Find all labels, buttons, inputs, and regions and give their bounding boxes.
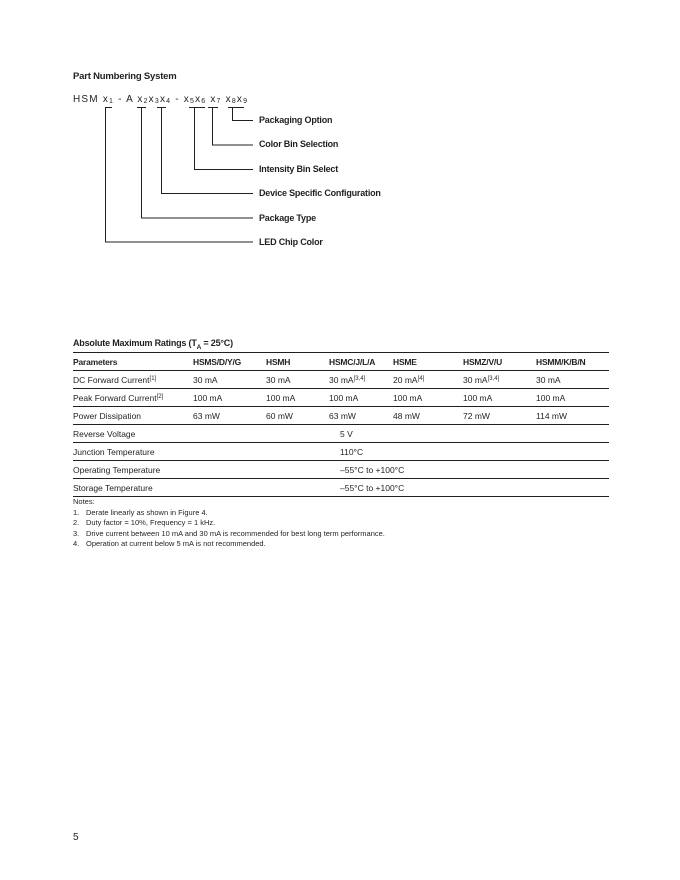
- empty-cell: [193, 425, 329, 443]
- value-cell: 100 mA: [463, 389, 536, 407]
- pn-x8: $x_8$: [225, 94, 237, 105]
- table-row: [73, 479, 609, 497]
- value-cell: 30 mA: [193, 371, 266, 389]
- table-row: [73, 443, 609, 461]
- value-cell: 100 mA: [393, 389, 463, 407]
- pn-x6: $x_6$: [195, 94, 207, 105]
- pn-a: A: [126, 94, 134, 105]
- label-package-type: Package Type: [259, 213, 316, 223]
- value-cell: 114 mW: [536, 407, 609, 425]
- label-packaging-option: Packaging Option: [259, 115, 333, 125]
- value-cell: 30 mA[3,4]: [329, 371, 393, 389]
- part-number-connector-lines: [0, 0, 680, 260]
- notes-section: [73, 497, 385, 550]
- value-cell: 100 mA: [536, 389, 609, 407]
- value-cell: 60 mW: [266, 407, 329, 425]
- page-number: 5: [73, 832, 79, 843]
- line-device-config: [157, 107, 253, 194]
- absolute-maximum-ratings-table: [73, 352, 609, 497]
- shared-value-cell: –55°C to +100°C: [329, 461, 609, 479]
- header-hsme: HSME: [393, 353, 463, 371]
- line-packaging: [228, 107, 253, 121]
- value-cell: 30 mA: [536, 371, 609, 389]
- empty-cell: [193, 461, 329, 479]
- pn-x3: $x_3$: [148, 94, 160, 105]
- param-cell: Peak Forward Current[2]: [73, 389, 193, 407]
- param-cell: Power Dissipation: [73, 407, 193, 425]
- value-cell: 100 mA: [266, 389, 329, 407]
- line-intensity-bin: [189, 107, 253, 170]
- pn-x2: $x_2$: [137, 94, 149, 105]
- pn-x7: $x_7$: [210, 94, 222, 105]
- pn-dash-2: -: [175, 94, 180, 105]
- param-cell: DC Forward Current[1]: [73, 371, 193, 389]
- value-cell: 63 mW: [193, 407, 266, 425]
- value-cell: 48 mW: [393, 407, 463, 425]
- label-led-chip-color: LED Chip Color: [259, 237, 323, 247]
- empty-cell: [193, 443, 329, 461]
- value-cell: 30 mA[3,4]: [463, 371, 536, 389]
- pn-x4: $x_4$: [159, 94, 172, 105]
- param-cell: Reverse Voltage: [73, 425, 193, 443]
- table-row: [73, 407, 609, 425]
- value-cell: 72 mW: [463, 407, 536, 425]
- table-row: [73, 389, 609, 407]
- pn-x1: $x_1$: [102, 94, 115, 105]
- label-color-bin-selection: Color Bin Selection: [259, 139, 339, 149]
- param-cell: Junction Temperature: [73, 443, 193, 461]
- note-item: 4. Operation at current below 5 mA is not recommended.: [73, 539, 266, 548]
- empty-cell: [193, 479, 329, 497]
- value-cell: 20 mA[4]: [393, 371, 463, 389]
- notes-title: Notes:: [73, 497, 95, 506]
- value-cell: 100 mA: [193, 389, 266, 407]
- header-hsmh: HSMH: [266, 353, 329, 371]
- value-cell: 63 mW: [329, 407, 393, 425]
- pn-prefix: HSM: [73, 94, 99, 105]
- shared-value-cell: 110°C: [329, 443, 609, 461]
- pn-x9: $x_9$: [236, 94, 249, 105]
- ratings-title: Absolute Maximum Ratings $(T_A = 25^\circ C)$: [73, 338, 233, 351]
- line-packaging-option: [105, 107, 253, 242]
- value-cell: 30 mA: [266, 371, 329, 389]
- param-cell: Storage Temperature: [73, 479, 193, 497]
- table-row: [73, 461, 609, 479]
- pn-x5: $x_5$: [183, 94, 196, 105]
- header-hsmz: HSMZ/V/U: [463, 353, 536, 371]
- note-item: 2. Duty factor = 10%, Frequency = 1 kHz.: [73, 518, 216, 527]
- param-cell: Operating Temperature: [73, 461, 193, 479]
- header-hsms: HSMS/D/Y/G: [193, 353, 266, 371]
- table-row: [73, 425, 609, 443]
- label-device-specific-configuration: Device Specific Configuration: [259, 188, 381, 198]
- note-item: 1. Derate linearly as shown in Figure 4.: [73, 507, 208, 517]
- header-hsmc: HSMC/J/L/A: [329, 353, 393, 371]
- value-cell: 100 mA: [329, 389, 393, 407]
- header-parameters: Parameters: [73, 353, 193, 371]
- note-item: 3. Drive current between 10 mA and 30 mA is recommended for best long term performance.: [73, 528, 385, 538]
- table-header-row: [73, 353, 609, 371]
- table-row: [73, 371, 609, 389]
- shared-value-cell: 5 V: [329, 425, 609, 443]
- pn-dash-1: -: [118, 94, 123, 105]
- part-numbering-title: Part Numbering System: [73, 71, 177, 82]
- shared-value-cell: –55°C to +100°C: [329, 479, 609, 497]
- header-hsmm: HSMM/K/B/N: [536, 353, 609, 371]
- label-intensity-bin-select: Intensity Bin Select: [259, 164, 339, 174]
- line-color-bin: [208, 107, 253, 145]
